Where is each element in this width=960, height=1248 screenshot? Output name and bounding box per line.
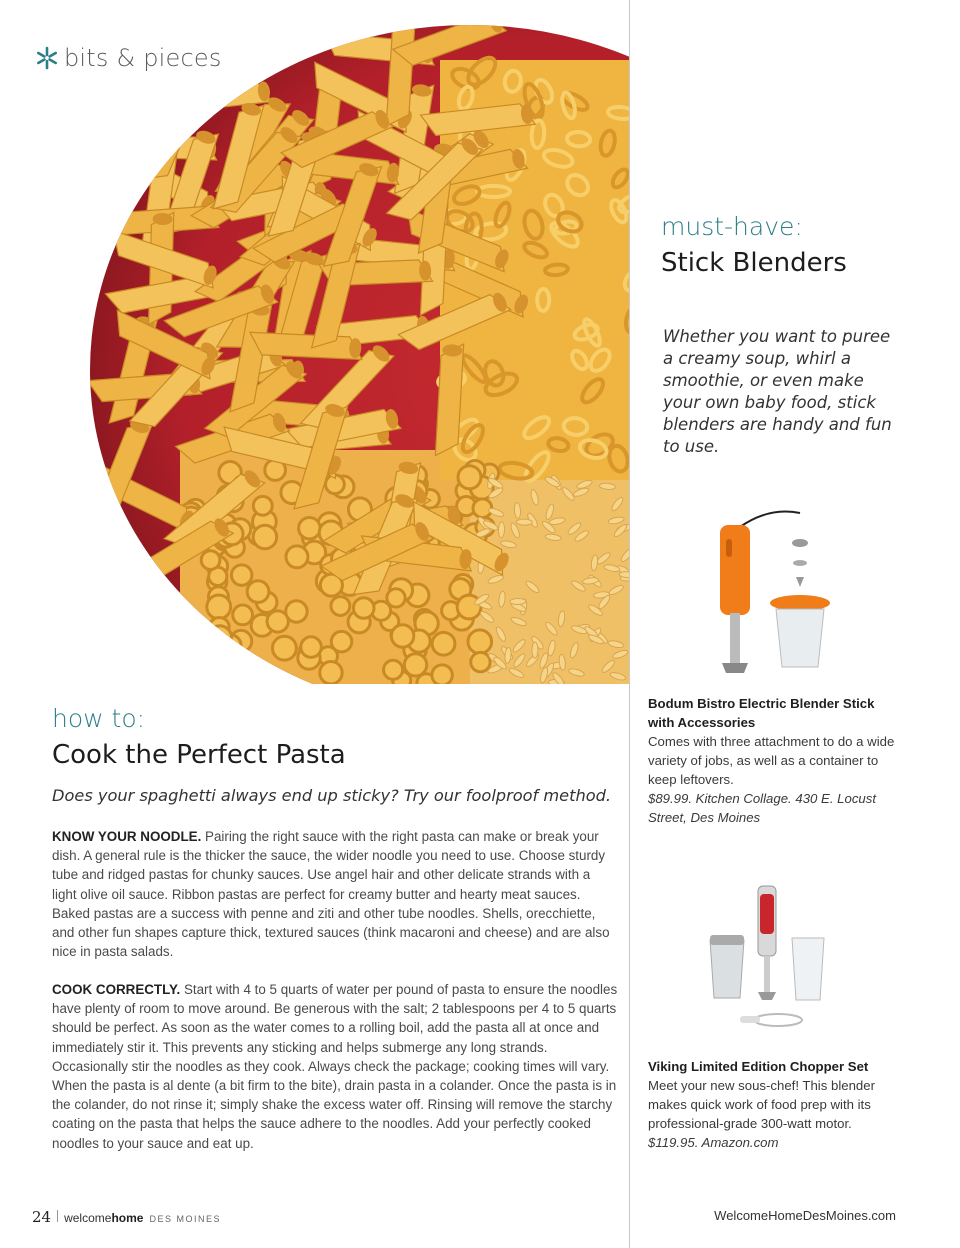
red-stick-blender-image [700,880,835,1035]
product-2-name: Viking Limited Edition Chopper Set [648,1059,869,1074]
orzo-piece [498,522,505,538]
ditalini-piece [432,632,455,655]
ditalini-piece [473,499,492,518]
orzo-piece [516,519,532,525]
ditalini-piece [185,631,203,649]
ditalini-piece [353,598,374,619]
product-1-name: Bodum Bistro Electric Blender Stick with Accessories [648,696,875,730]
article-intro: Does your spaghetti always end up sticky? Try our foolproof method. [52,786,612,805]
ditalini-piece [458,466,481,489]
ditalini-piece [384,660,403,679]
ditalini-piece [272,636,296,660]
orzo-piece [532,642,538,658]
footer-website: WelcomeHomeDesMoines.com [714,1208,896,1223]
stick-blenders-title: Stick Blenders [661,248,847,278]
column-divider [629,0,630,1248]
how-to-kicker: how to: [52,704,146,733]
article-paragraph [52,980,618,1153]
ditalini-piece [391,625,413,647]
ditalini-piece [253,525,277,549]
penne-piece [249,332,363,359]
product-1-price: $89.99. Kitchen Collage. 430 E. Locust Street, Des Moines [648,791,877,825]
asterisk-icon [34,45,60,71]
must-have-kicker: must-have: [661,212,803,241]
ditalini-piece [331,597,350,616]
product-2 [648,1057,898,1152]
ditalini-piece [201,551,220,570]
ditalini-piece [233,605,253,625]
paragraph-text: Pairing the right sauce with the right pasta can make or break your dish. A general rule is the thicker the sauce, the wider noodle you need to use. Choose sturdy tube and ridged pastas for chunky sauces. Use angel hair and other delicate strands with a light olive oil sauce. Ribbon pastas are perfect for creamy butter and hearty meat sauces. Baked pastas are a success with penne and ziti and other tube noodles. Shells, orecchiette, and other fun shapes capture thick, textured sauces (think macaroni and cheese) and are also nice in pasta salads. [52,829,610,960]
ditalini-piece [253,496,272,515]
ditalini-piece [247,581,269,603]
page-number: 24 [32,1208,52,1226]
ditalini-piece [432,665,452,684]
paragraph-lead: KNOW YOUR NOODLE. [52,829,202,844]
article-title: Cook the Perfect Pasta [52,740,346,770]
section-tag [34,44,222,72]
product-1 [648,694,898,827]
ditalini-piece [208,626,232,650]
paragraph-lead: COOK CORRECTLY. [52,982,181,997]
ditalini-piece [320,662,342,684]
orange-stick-blender-image [700,505,850,680]
ditalini-piece [185,629,206,650]
article-paragraph [52,827,618,961]
ditalini-piece [286,546,308,568]
magazine-name-part3: DES MOINES [149,1214,221,1224]
ditalini-piece [301,637,322,658]
paragraph-text: Start with 4 to 5 quarts of water per pound of pasta to ensure the noodles have plenty of room to move around. Be generous with the salt; 2 tablespoons per 4 to 5 quarts should be perfect. As soon as the water comes to a rolling boil, add the pasta all at once and immediately stir it. This prevents any sticking and helps submerge any long strands. Occasionally stir the noodles as they cook. Always check the package; cooking times will vary. When the pasta is al dente (a bit firm to the bite), drain pasta in a colander. Once the pasta is in the colander, do not rinse it; simply shake the excess water off. Rinsing will remove the starchy coating on the pasta that helps the sauce adhere to the noodles. Add your perfectly cooked noodles to your sauce and eat up. [52,982,618,1151]
product-2-description: Meet your new sous-chef! This blender makes quick work of food prep with its professional-grade 300-watt motor. [648,1078,875,1131]
footer-folio [32,1208,221,1226]
pasta-plate-photo [0,0,629,684]
magazine-name-part1: welcome [64,1211,112,1225]
product-2-price: $119.95. Amazon.com [648,1135,779,1150]
product-1-description: Comes with three attachment to do a wide variety of jobs, as well as a container to keep leftovers. [648,734,895,787]
stick-blenders-intro: Whether you want to puree a creamy soup, whirl a smoothie, or even make your own baby food, stick blenders are handy and fun to use. [663,327,892,456]
folio-divider [57,1210,58,1222]
ditalini-piece [207,595,231,619]
ditalini-piece [299,517,321,539]
ditalini-piece [231,565,251,585]
orzo-piece [510,598,526,604]
ditalini-piece [468,630,492,654]
ditalini-piece [180,669,202,684]
magazine-name-part2: home [111,1211,144,1225]
ditalini-piece [267,611,288,632]
ditalini-piece [219,635,241,657]
section-label: bits & pieces [64,44,222,72]
ditalini-piece [471,652,490,671]
ditalini-piece [331,631,352,652]
